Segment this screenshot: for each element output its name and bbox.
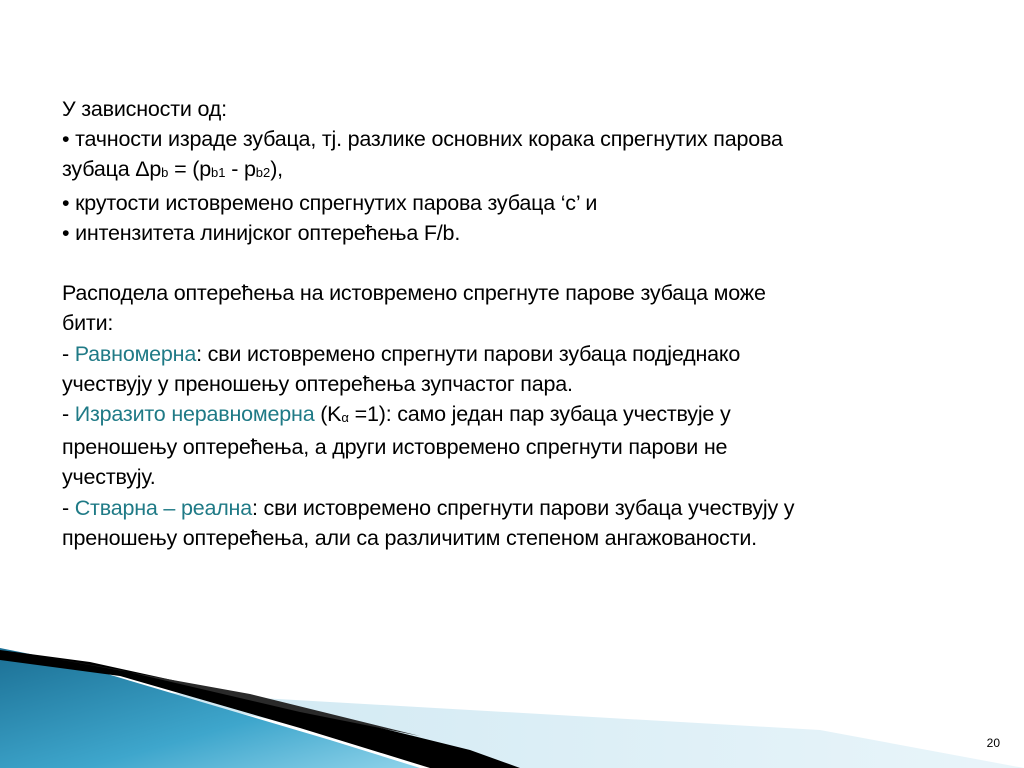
item-3-line-2 [62,523,982,553]
item-1-continuation: учествују у преношењу оптерећења зупчастог пара. [62,371,573,396]
item-3-continuation: преношењу оптерећења, али са различитим степеном ангажованости. [62,525,757,550]
paragraph-text-2: бити: [62,311,114,336]
item-2-term: Изразито неравномерна [74,402,315,427]
item-3-term: Стварна – реална [74,495,252,520]
bullet-1-formula-start: зубаца Δp [62,157,162,182]
bullet-3-text: • интензитета линијског оптерећења F/b. [62,220,461,245]
heading-text: У зависности од: [62,97,227,121]
item-2-text: =1): само један пар зубаца учествује у [348,402,731,427]
paragraph-line-1 [62,278,982,308]
bullet-1-formula-minus: - p [225,157,256,182]
item-2-formula-open: (K [314,402,342,427]
item-3-line-1 [62,493,982,523]
subscript-b: b [161,165,169,181]
heading-line [62,94,982,124]
spacer [62,248,982,278]
paragraph-text-1: Расподела оптерећења на истовремено спрегнуте парове зубаца може [62,281,766,306]
item-3-text: : сви истовремено спрегнути парови зубаца учествују у [252,495,795,520]
bullet-3-line [62,218,982,248]
item-2-dash: - [62,402,75,427]
item-2-line-1 [62,399,982,432]
paragraph-line-2 [62,308,982,338]
bullet-2-text: • крутости истовремено спрегнутих парова зубаца ‘c’ и [62,190,598,215]
item-3-dash: - [62,495,75,520]
item-2-line-2 [62,432,982,462]
item-1-line-2 [62,369,982,399]
item-1-term: Равномерна [74,341,197,366]
bullet-1-formula-end: ), [270,157,283,182]
item-1-dash: - [62,341,75,366]
item-2-continuation-2: учествују. [62,465,156,490]
item-2-continuation-1: преношењу оптерећења, а други истовремено спрегнути парови не [62,435,728,460]
bullet-1-text: • тачности израде зубаца, тј. разлике основних корака спрегнутих парова [62,127,783,152]
bullet-1-line-1 [62,124,982,154]
item-2-line-3 [62,462,982,492]
item-1-line-1 [62,339,982,369]
subscript-alpha: α [341,410,349,426]
slide-body-text [62,94,982,553]
bullet-2-line [62,188,982,218]
subscript-b2: b2 [255,165,271,181]
item-1-text: : сви истовремено спрегнути парови зубаца подједнако [196,341,741,366]
bullet-1-formula-eq: = (p [168,157,212,182]
slide-number: 20 [986,736,1000,750]
subscript-b1: b1 [211,165,226,181]
bullet-1-line-2 [62,154,982,187]
